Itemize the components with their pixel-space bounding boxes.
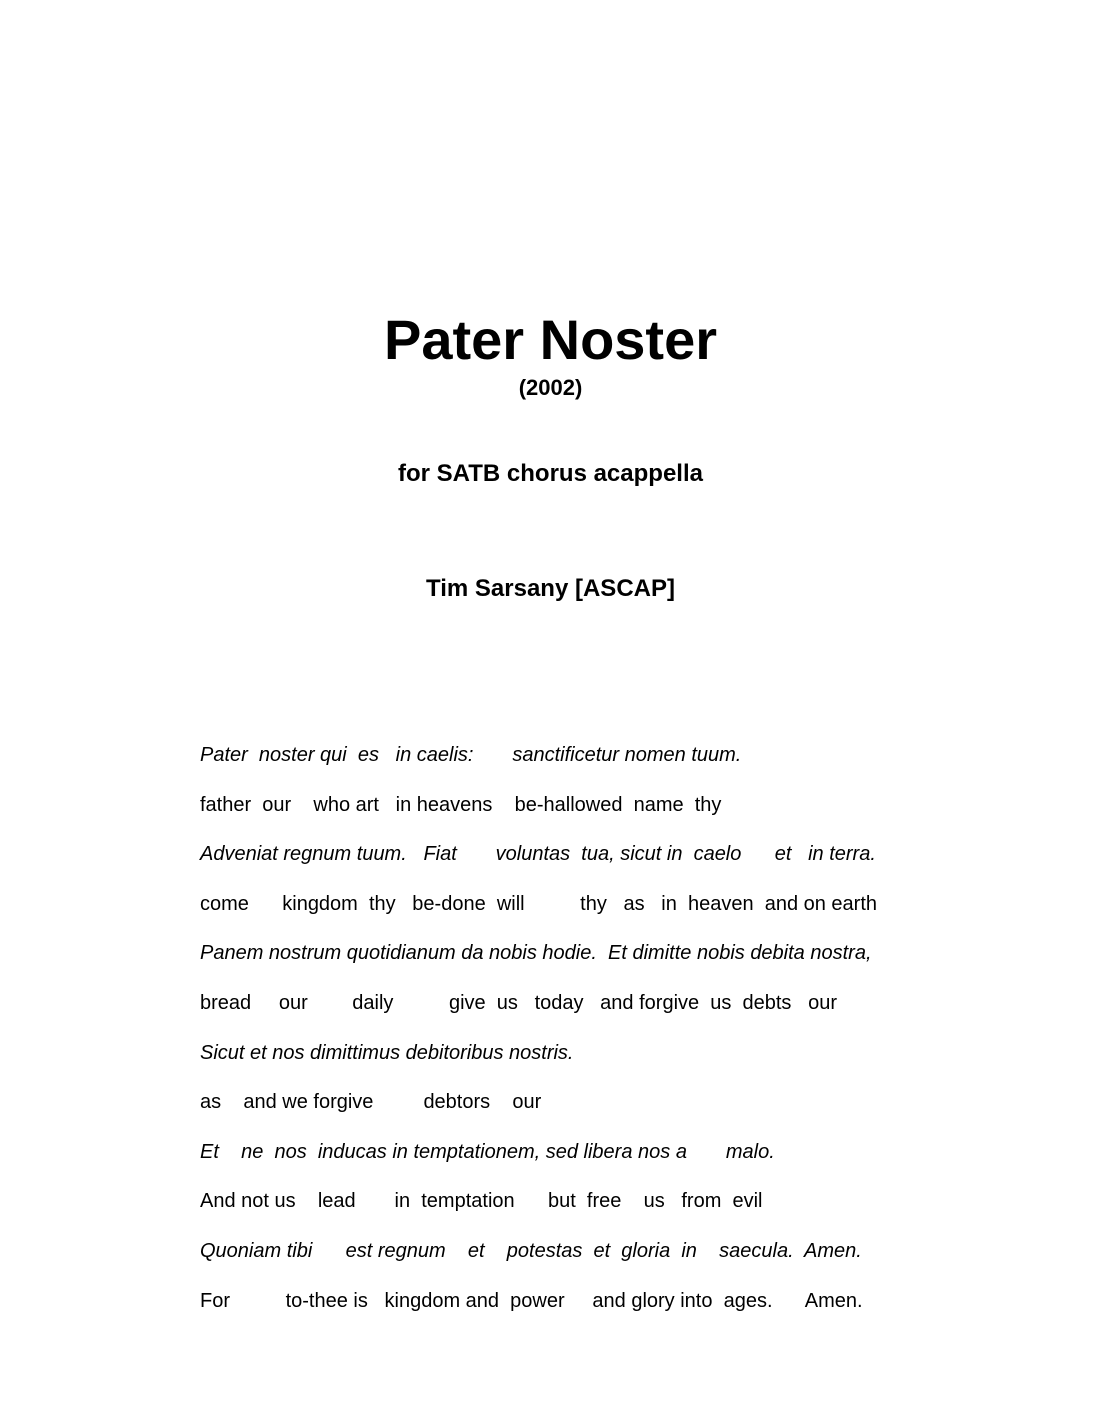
lyrics-translation-block [200, 740, 960, 1335]
latin-line-4: Sicut et nos dimittimus debitoribus nostris. [200, 1041, 574, 1064]
latin-line-3: Panem nostrum quotidianum da nobis hodie. Et dimitte nobis debita nostra, [200, 942, 872, 965]
english-line-2: come kingdom thy be-done will thy as in heaven and on earth [200, 892, 878, 915]
english-line-1: father our who art in heavens be-hallowed name thy [200, 793, 722, 816]
composer-name: Tim Sarsany [ASCAP] [426, 575, 675, 602]
latin-line-6: Quoniam tibi est regnum et potestas et gloria in saecula. Amen. [200, 1239, 862, 1262]
latin-line-5: Et ne nos inducas in temptationem, sed libera nos a malo. [200, 1140, 775, 1163]
instrumentation: for SATB chorus acappella [398, 460, 703, 487]
composition-year: (2002) [518, 375, 583, 400]
english-line-4: as and we forgive debtors our [200, 1091, 542, 1114]
latin-line-1: Pater noster qui es in caelis: sanctificetur nomen tuum. [200, 744, 742, 766]
english-line-6: For to-thee is kingdom and power and glory into ages. Amen. [200, 1289, 863, 1312]
work-title: Pater Noster [383, 308, 718, 371]
latin-line-2: Adveniat regnum tuum. Fiat voluntas tua, sicut in caelo et in terra. [200, 843, 876, 866]
english-line-5: And not us lead in temptation but free us from evil [200, 1190, 763, 1213]
english-line-3: bread our daily give us today and forgive us debts our [200, 991, 837, 1014]
